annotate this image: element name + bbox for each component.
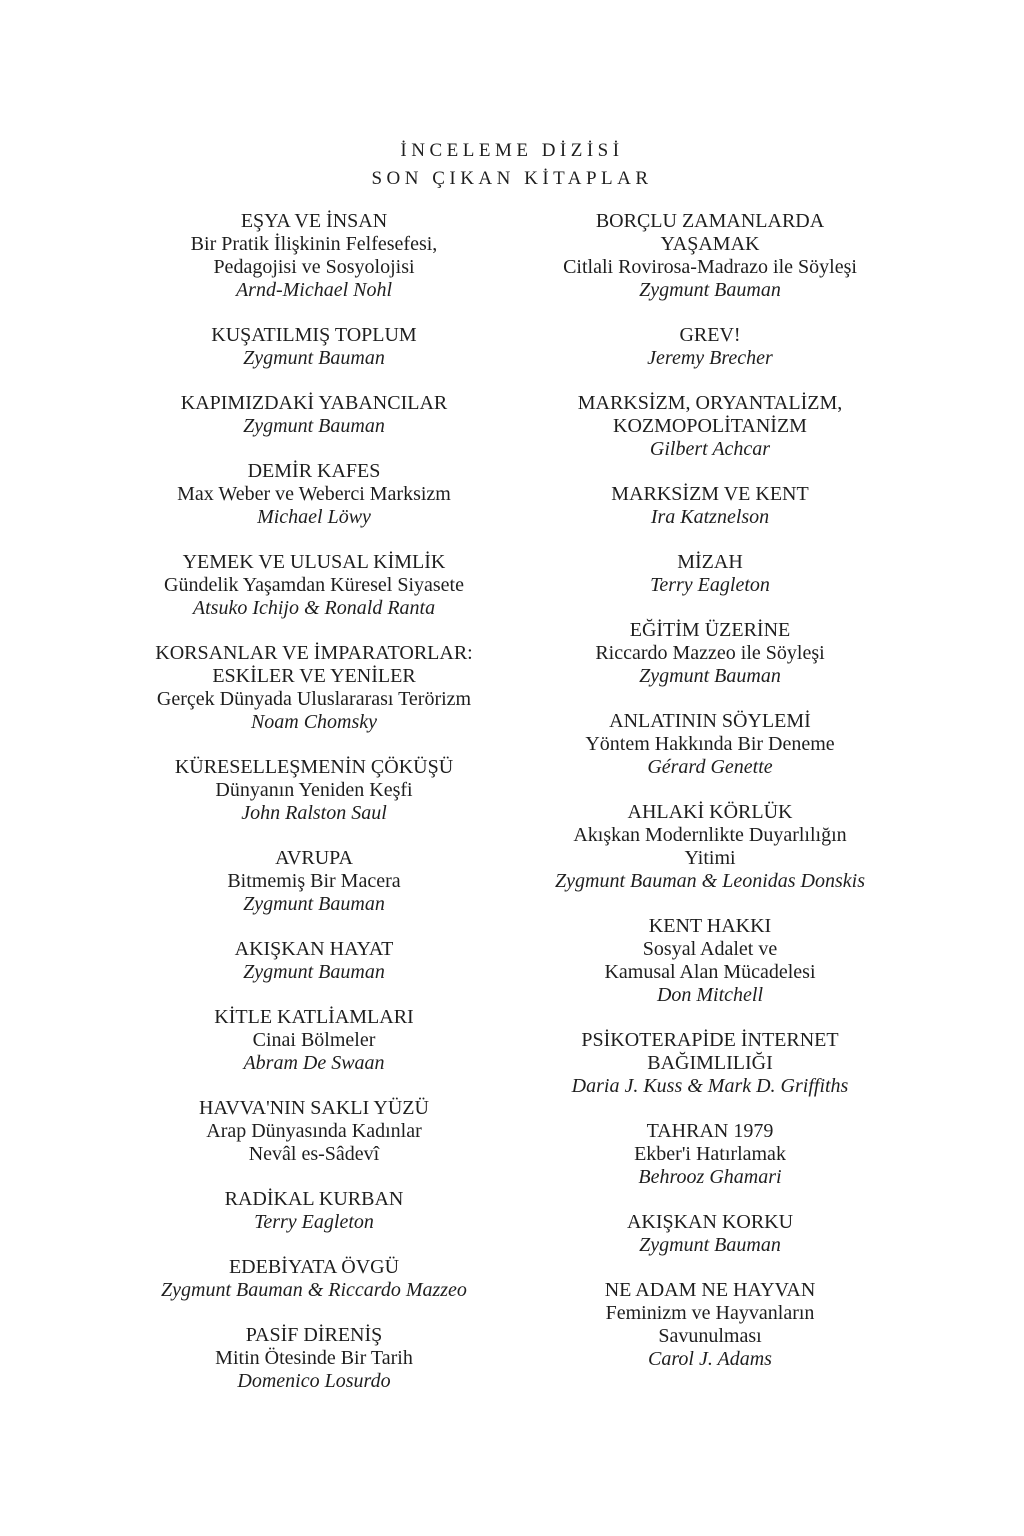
book-title: EĞİTİM ÜZERİNE	[629, 619, 791, 641]
book-subtitle: Cinai Bölmeler	[252, 1029, 376, 1051]
book-title: AVRUPA	[275, 847, 353, 869]
book-entry	[104, 460, 524, 529]
book-author: Noam Chomsky	[250, 711, 378, 733]
book-title: KÜRESELLEŞMENİN ÇÖKÜŞÜ	[174, 756, 454, 778]
book-entry	[104, 1006, 524, 1075]
book-author: Zygmunt Bauman	[639, 665, 781, 687]
book-list-left-column	[104, 210, 524, 1415]
book-title: GREV!	[679, 324, 741, 346]
book-entry	[500, 1120, 920, 1189]
book-title: EŞYA VE İNSAN	[240, 210, 388, 232]
page-header	[0, 137, 1024, 193]
book-title: KENT HAKKI	[648, 915, 772, 937]
book-title: RADİKAL KURBAN	[224, 1188, 404, 1210]
book-subtitle: Bir Pratik İlişkinin Felfesefesi,	[190, 233, 438, 255]
book-title: ANLATININ SÖYLEMİ	[609, 710, 811, 732]
book-title: YEMEK VE ULUSAL KİMLİK	[182, 551, 446, 573]
book-title: TAHRAN 1979	[646, 1120, 774, 1142]
book-title: NE ADAM NE HAYVAN	[604, 1279, 816, 1301]
book-entry	[500, 1029, 920, 1098]
book-entry	[104, 324, 524, 370]
book-entry	[500, 619, 920, 688]
book-title: AKIŞKAN KORKU	[626, 1211, 794, 1233]
book-author: Zygmunt Bauman & Riccardo Mazzeo	[161, 1279, 467, 1301]
book-title: PASİF DİRENİŞ	[245, 1324, 383, 1346]
book-entry	[500, 210, 920, 302]
book-entry	[500, 551, 920, 597]
book-title: MARKSİZM, ORYANTALİZM,	[577, 392, 843, 414]
book-author: Don Mitchell	[656, 984, 764, 1006]
book-subtitle: Kamusal Alan Mücadelesi	[604, 961, 816, 983]
book-author: Zygmunt Bauman	[243, 415, 385, 437]
book-subtitle: Bitmemiş Bir Macera	[227, 870, 401, 892]
book-entry	[500, 324, 920, 370]
book-author: John Ralston Saul	[241, 802, 387, 824]
book-author: Michael Löwy	[257, 506, 371, 528]
book-subtitle: Savunulması	[658, 1325, 762, 1347]
book-title: KİTLE KATLİAMLARI	[214, 1006, 414, 1028]
book-subtitle: Yitimi	[684, 847, 736, 869]
book-title: BORÇLU ZAMANLARDA	[595, 210, 825, 232]
book-title: MİZAH	[677, 551, 743, 573]
book-entry	[104, 551, 524, 620]
book-entry	[500, 710, 920, 779]
book-entry	[104, 756, 524, 825]
book-subtitle: Max Weber ve Weberci Marksizm	[177, 483, 451, 505]
book-author: Abram De Swaan	[243, 1052, 385, 1074]
book-title: KAPIMIZDAKİ YABANCILAR	[180, 392, 448, 414]
book-list-right-column	[500, 210, 920, 1393]
book-subtitle: Mitin Ötesinde Bir Tarih	[215, 1347, 413, 1369]
book-entry	[104, 1097, 524, 1166]
book-title: DEMİR KAFES	[247, 460, 381, 482]
book-title: ESKİLER VE YENİLER	[212, 665, 416, 687]
book-entry	[104, 1324, 524, 1393]
book-author: Zygmunt Bauman & Leonidas Donskis	[555, 870, 865, 892]
book-author: Zygmunt Bauman	[243, 961, 385, 983]
book-subtitle: Gerçek Dünyada Uluslararası Terörizm	[156, 688, 472, 710]
book-subtitle: Citlali Rovirosa-Madrazo ile Söyleşi	[563, 256, 857, 278]
book-entry	[500, 1279, 920, 1371]
book-entry	[104, 642, 524, 734]
book-author: Terry Eagleton	[254, 1211, 374, 1233]
book-entry	[500, 1211, 920, 1257]
book-entry	[104, 392, 524, 438]
book-author: Behrooz Ghamari	[638, 1166, 782, 1188]
book-entry	[500, 483, 920, 529]
book-entry	[104, 847, 524, 916]
book-subtitle: Yöntem Hakkında Bir Deneme	[585, 733, 835, 755]
book-entry	[104, 1188, 524, 1234]
book-author: Daria J. Kuss & Mark D. Griffiths	[571, 1075, 849, 1097]
book-entry	[104, 938, 524, 984]
book-author: Nevâl es-Sâdevî	[248, 1143, 380, 1165]
book-entry	[500, 392, 920, 461]
series-subtitle: SON ÇIKAN KİTAPLAR	[371, 168, 653, 189]
book-title: KOZMOPOLİTANİZM	[613, 415, 807, 437]
book-author: Atsuko Ichijo & Ronald Ranta	[192, 597, 436, 619]
book-subtitle: Riccardo Mazzeo ile Söyleşi	[595, 642, 825, 664]
book-entry	[104, 1256, 524, 1302]
book-title: BAĞIMLILIĞI	[647, 1052, 773, 1074]
book-author: Zygmunt Bauman	[639, 1234, 781, 1256]
book-subtitle: Gündelik Yaşamdan Küresel Siyasete	[164, 574, 464, 596]
book-entry	[104, 210, 524, 302]
book-author: Domenico Losurdo	[237, 1370, 391, 1392]
book-subtitle: Sosyal Adalet ve	[642, 938, 778, 960]
book-author: Arnd-Michael Nohl	[235, 279, 393, 301]
book-subtitle: Arap Dünyasında Kadınlar	[206, 1120, 422, 1142]
series-title: İNCELEME DİZİSİ	[400, 140, 624, 161]
book-author: Zygmunt Bauman	[243, 347, 385, 369]
book-title: YAŞAMAK	[660, 233, 760, 255]
book-author: Carol J. Adams	[648, 1348, 772, 1370]
book-title: KUŞATILMIŞ TOPLUM	[211, 324, 417, 346]
book-title: PSİKOTERAPİDE İNTERNET	[581, 1029, 839, 1051]
book-title: AHLAKİ KÖRLÜK	[627, 801, 793, 823]
book-author: Zygmunt Bauman	[639, 279, 781, 301]
book-title: KORSANLAR VE İMPARATORLAR:	[155, 642, 473, 664]
book-subtitle: Pedagojisi ve Sosyolojisi	[213, 256, 415, 278]
book-author: Gilbert Achcar	[649, 438, 771, 460]
book-entry	[500, 915, 920, 1007]
book-author: Zygmunt Bauman	[243, 893, 385, 915]
book-subtitle: Feminizm ve Hayvanların	[605, 1302, 815, 1324]
book-author: Ira Katznelson	[650, 506, 770, 528]
book-author: Jeremy Brecher	[647, 347, 773, 369]
book-subtitle: Dünyanın Yeniden Keşfi	[215, 779, 413, 801]
book-author: Terry Eagleton	[650, 574, 770, 596]
book-title: EDEBİYATA ÖVGÜ	[228, 1256, 400, 1278]
book-title: AKIŞKAN HAYAT	[234, 938, 394, 960]
book-subtitle: Akışkan Modernlikte Duyarlılığın	[573, 824, 847, 846]
book-entry	[500, 801, 920, 893]
book-subtitle: Ekber'i Hatırlamak	[634, 1143, 786, 1165]
book-author: Gérard Genette	[647, 756, 773, 778]
book-title: MARKSİZM VE KENT	[611, 483, 809, 505]
book-title: HAVVA'NIN SAKLI YÜZÜ	[199, 1097, 429, 1119]
